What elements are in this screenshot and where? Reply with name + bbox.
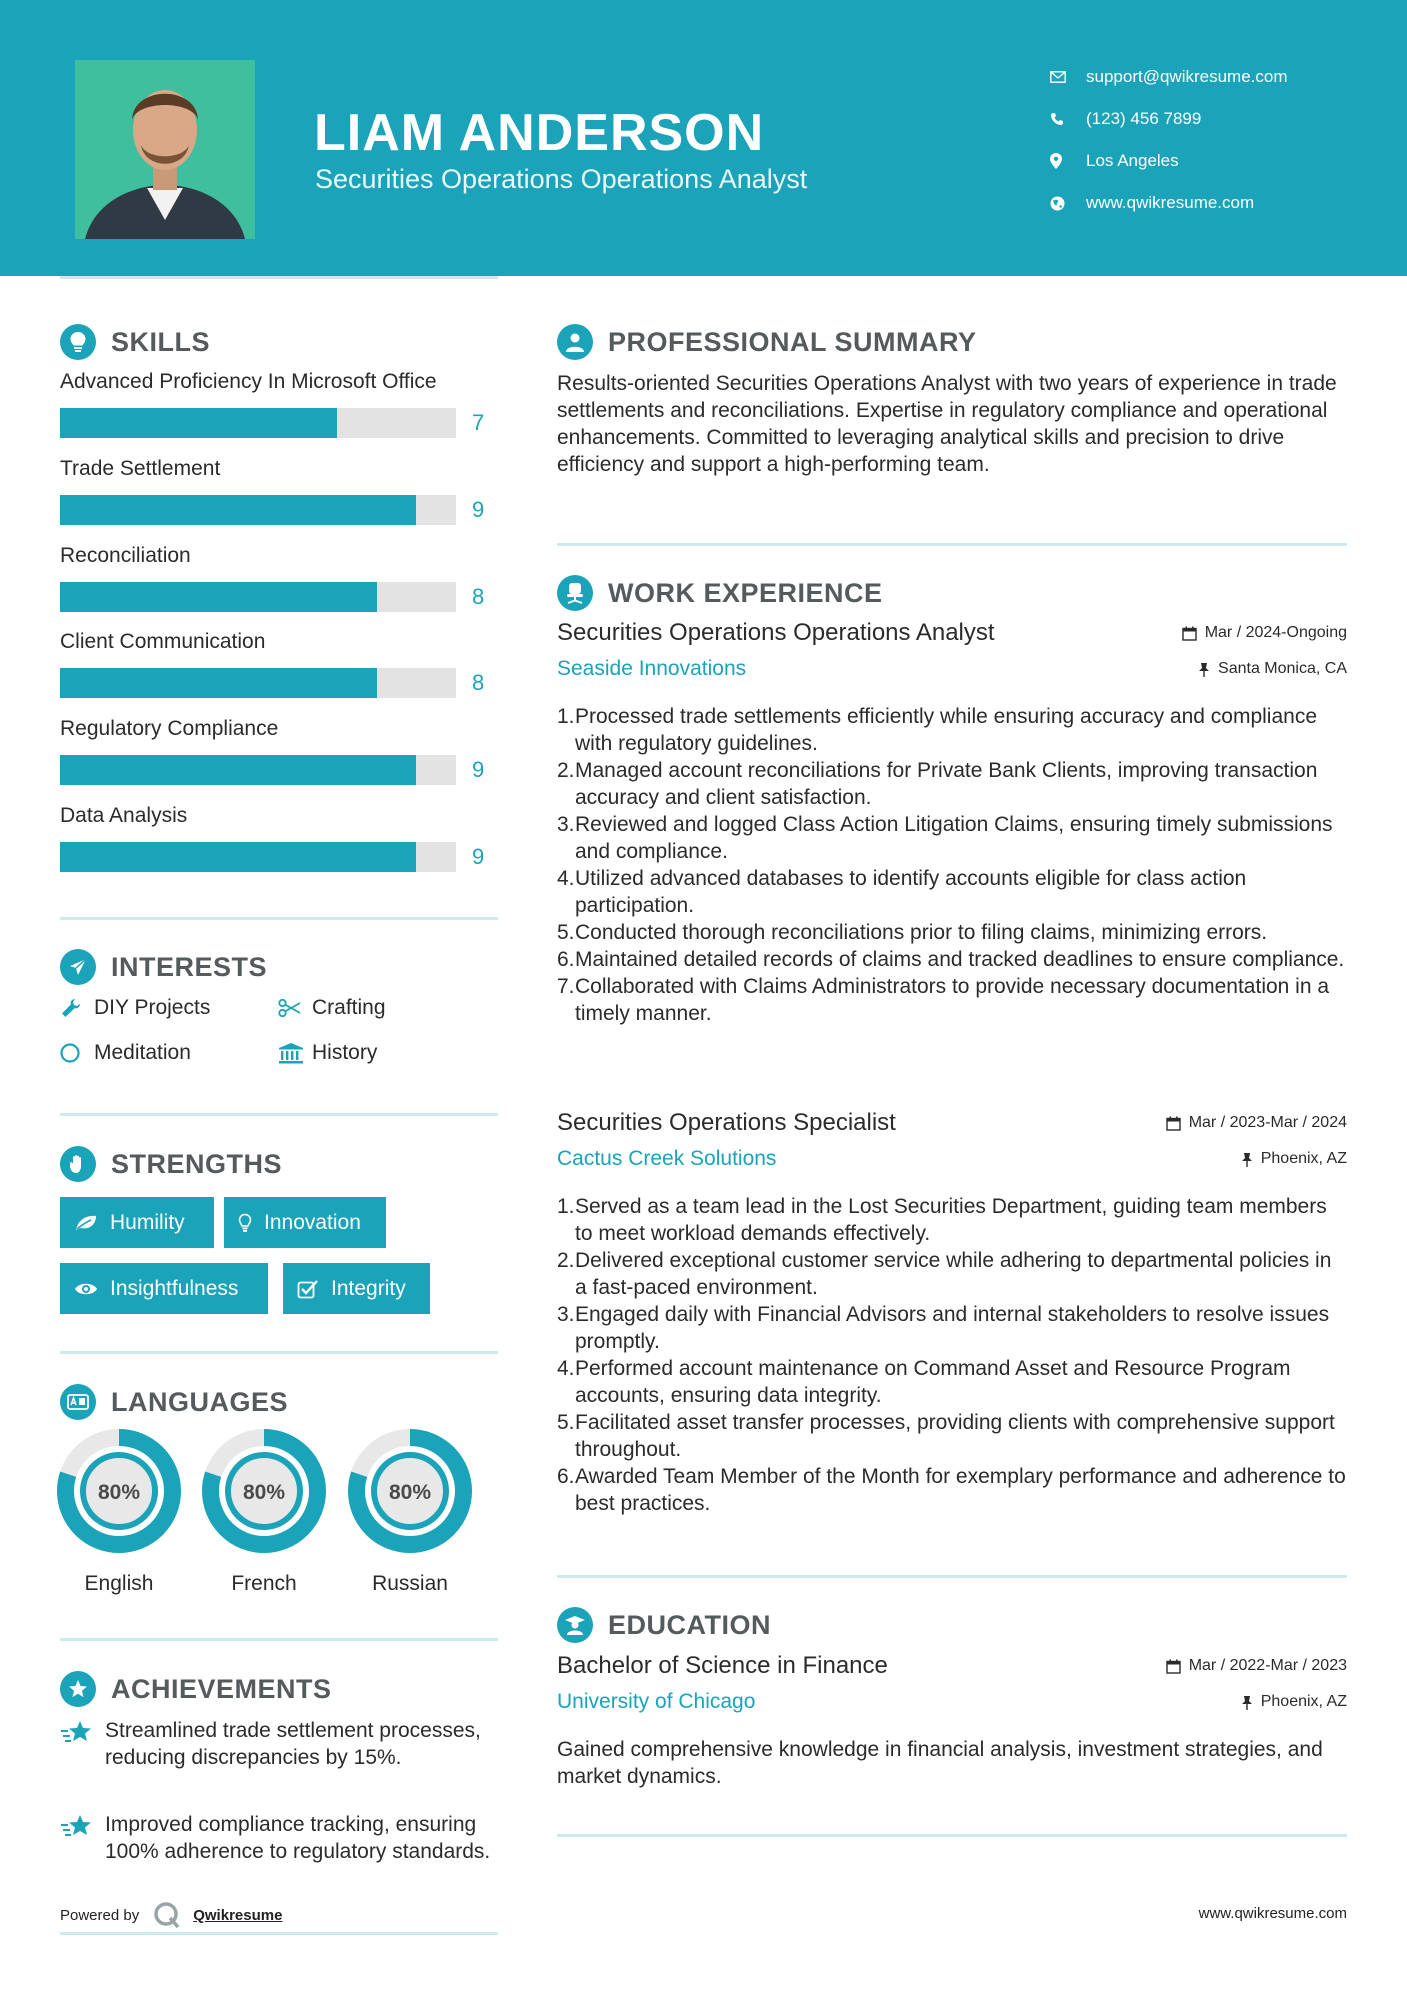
- skill-name: Regulatory Compliance: [60, 717, 279, 740]
- pushpin-icon: [1198, 662, 1210, 677]
- pushpin-icon: [1241, 1152, 1253, 1167]
- job-dates: [1166, 1114, 1347, 1132]
- summary-text: Results-oriented Securities Operations Analyst with two years of experience in trade settlements and reconciliations. Expertise in regulatory compliance and operational enhancements. Committed to leveraging analytical skills and precision to drive efficiency and support a high-performing team.: [557, 372, 1337, 476]
- skill-value: 9: [472, 497, 485, 522]
- achievement-item: [60, 1717, 500, 1771]
- candidate-name: LIAM ANDERSON: [314, 104, 765, 162]
- language-donut: [202, 1429, 326, 1553]
- job-dates-text: Mar / 2024-Ongoing: [1204, 624, 1347, 641]
- section-divider: [60, 917, 498, 920]
- footer-website[interactable]: www.qwikresume.com: [1198, 1905, 1347, 1922]
- section-divider: [60, 1638, 498, 1641]
- calendar-icon: [1166, 1659, 1181, 1674]
- language-percent: 80%: [97, 1481, 141, 1504]
- lightbulb-icon: [60, 324, 96, 360]
- job-company: Seaside Innovations: [557, 657, 747, 680]
- contact-website-text: www.qwikresume.com: [1086, 193, 1255, 212]
- list-item: 4. Utilized advanced databases to identify accounts eligible for class action participation.: [557, 867, 1247, 917]
- powered-by: [60, 1901, 282, 1929]
- list-item: 1. Processed trade settlements efficiently while ensuring accuracy and compliance with regulatory guidelines.: [557, 705, 1317, 755]
- education-dates-text: Mar / 2022-Mar / 2023: [1188, 1657, 1347, 1674]
- job-dates: [1182, 624, 1347, 642]
- skill-value: 9: [472, 757, 485, 782]
- strengths-heading: [60, 1146, 282, 1182]
- skill-item: [60, 630, 500, 698]
- list-item: 4. Performed account maintenance on Command Asset and Resource Program accounts, ensuring data integrity.: [557, 1357, 1291, 1407]
- job-location-text: Phoenix, AZ: [1260, 1150, 1347, 1167]
- job-bullets: [557, 703, 1347, 1027]
- skill-value: 8: [472, 670, 485, 695]
- envelope-icon: [1050, 71, 1086, 83]
- education-location: [1241, 1693, 1347, 1711]
- shooting-star-icon: [60, 1717, 105, 1771]
- job-dates-text: Mar / 2023-Mar / 2024: [1188, 1114, 1347, 1131]
- summary-title: PROFESSIONAL SUMMARY: [608, 326, 977, 357]
- skill-bar-fill: [60, 582, 377, 612]
- education-location-text: Phoenix, AZ: [1260, 1693, 1347, 1710]
- interest-item: [278, 1041, 377, 1065]
- achievements-title: ACHIEVEMENTS: [111, 1673, 332, 1704]
- job-location: [1241, 1150, 1347, 1168]
- skill-bar: [60, 668, 456, 698]
- degree-title: Bachelor of Science in Finance: [557, 1652, 888, 1679]
- graduate-icon: [557, 1607, 593, 1643]
- job-entry: [557, 619, 1347, 1027]
- job-location-text: Santa Monica, CA: [1218, 660, 1347, 677]
- skill-name: Advanced Proficiency In Microsoft Office: [60, 370, 437, 393]
- contact-phone-text: (123) 456 7899: [1086, 109, 1202, 128]
- languages-title: LANGUAGES: [111, 1386, 289, 1417]
- skills-heading: [60, 324, 210, 360]
- contact-website[interactable]: [1050, 182, 1380, 224]
- pushpin-icon: [1241, 1695, 1253, 1710]
- list-item: 1. Served as a team lead in the Lost Securities Department, guiding team members to meet workload demands effectively.: [557, 1195, 1327, 1245]
- section-divider: [60, 1113, 498, 1116]
- job-title: Securities Operations Specialist: [557, 1109, 896, 1136]
- skill-name: Data Analysis: [60, 804, 188, 827]
- education-description: Gained comprehensive knowledge in financial analysis, investment strategies, and market dynamics.: [557, 1738, 1323, 1788]
- interest-label: Crafting: [312, 996, 386, 1019]
- scissors-icon: [278, 999, 312, 1017]
- lightbulb-icon: [238, 1213, 252, 1233]
- calendar-icon: [1182, 626, 1197, 641]
- skill-bar: [60, 408, 456, 438]
- powered-by-label: Powered by: [60, 1906, 140, 1924]
- job-entry: [557, 1109, 1347, 1517]
- shooting-star-icon: [60, 1811, 105, 1865]
- skill-bar-fill: [60, 495, 416, 525]
- job-title: Securities Operations Operations Analyst: [557, 619, 995, 646]
- footer-divider: [60, 1932, 498, 1935]
- star-badge-icon: [60, 1671, 96, 1707]
- skill-item: [60, 717, 500, 785]
- contact-email[interactable]: [1050, 56, 1380, 98]
- skill-item: [60, 544, 500, 612]
- language-name: English: [84, 1572, 154, 1595]
- skill-item: [60, 457, 500, 525]
- resume-header: [0, 0, 1407, 276]
- paper-plane-icon: [60, 949, 96, 985]
- wrench-icon: [60, 997, 94, 1019]
- job-location: [1198, 660, 1347, 678]
- skills-title: SKILLS: [111, 326, 211, 357]
- skill-bar-fill: [60, 408, 337, 438]
- interest-label: DIY Projects: [94, 996, 211, 1019]
- brand-link[interactable]: Qwikresume: [193, 1906, 283, 1924]
- education-entry: [557, 1652, 1347, 1790]
- skill-bar: [60, 495, 456, 525]
- language-donut: [57, 1429, 181, 1553]
- list-item: 6. Awarded Team Member of the Month for exemplary performance and adherence to best practices.: [557, 1465, 1346, 1515]
- language-donut: [348, 1429, 472, 1553]
- language-card-icon: [60, 1384, 96, 1420]
- interests-heading: [60, 949, 267, 985]
- skill-bar: [60, 755, 456, 785]
- phone-icon: [1050, 112, 1086, 126]
- interests-title: INTERESTS: [111, 951, 268, 982]
- strength-label: Integrity: [331, 1276, 406, 1300]
- section-divider: [557, 1575, 1347, 1578]
- strengths-title: STRENGTHS: [111, 1148, 283, 1179]
- interest-item: [60, 996, 210, 1020]
- education-title: EDUCATION: [608, 1609, 771, 1640]
- interest-label: History: [312, 1041, 378, 1064]
- interest-label: Meditation: [94, 1041, 191, 1064]
- skill-item: [60, 804, 500, 872]
- section-divider: [557, 543, 1347, 546]
- skill-name: Reconciliation: [60, 544, 191, 567]
- language-name: Russian: [372, 1572, 448, 1595]
- experience-title: WORK EXPERIENCE: [608, 577, 883, 608]
- strength-tag: [60, 1263, 268, 1314]
- education-heading: [557, 1607, 771, 1643]
- language-item: [202, 1429, 326, 1596]
- languages-heading: [60, 1384, 288, 1420]
- interest-item: [278, 996, 386, 1020]
- strength-tag: [224, 1197, 386, 1248]
- achievement-item: [60, 1811, 500, 1865]
- museum-icon: [278, 1042, 312, 1064]
- section-divider: [557, 1834, 1347, 1837]
- contact-list: [1050, 56, 1380, 224]
- job-bullets: [557, 1193, 1347, 1517]
- experience-heading: [557, 575, 883, 611]
- list-item: 5. Facilitated asset transfer processes, providing clients with comprehensive support throughout.: [557, 1411, 1335, 1461]
- list-item: 5. Conducted thorough reconciliations prior to filing claims, minimizing errors.: [557, 921, 1268, 944]
- language-percent: 80%: [242, 1481, 286, 1504]
- skill-value: 9: [472, 844, 485, 869]
- strength-label: Insightfulness: [110, 1276, 239, 1300]
- education-dates: [1166, 1657, 1347, 1675]
- skill-name: Client Communication: [60, 630, 266, 653]
- language-item: [57, 1429, 181, 1596]
- job-company: Cactus Creek Solutions: [557, 1147, 777, 1170]
- list-item: 2. Delivered exceptional customer service while adhering to departmental policies in a fast-paced environment.: [557, 1249, 1332, 1299]
- strength-tag: [60, 1197, 214, 1248]
- strength-tag: [283, 1263, 430, 1314]
- skill-bar-fill: [60, 668, 377, 698]
- office-chair-icon: [557, 575, 593, 611]
- calendar-icon: [1166, 1116, 1181, 1131]
- leaf-icon: [74, 1214, 98, 1232]
- header-divider-left: [60, 276, 498, 279]
- map-pin-icon: [1050, 153, 1086, 169]
- skill-item: [60, 370, 500, 438]
- strength-label: Humility: [110, 1210, 185, 1234]
- skill-value: 8: [472, 584, 485, 609]
- language-percent: 80%: [388, 1481, 432, 1504]
- list-item: 7. Collaborated with Claims Administrators to provide necessary documentation in a timely manner.: [557, 975, 1330, 1025]
- list-item: 3. Engaged daily with Financial Advisors and internal stakeholders to resolve issues promptly.: [557, 1303, 1330, 1353]
- contact-location-text: Los Angeles: [1086, 151, 1179, 170]
- user-icon: [557, 324, 593, 360]
- language-name: French: [231, 1572, 297, 1595]
- contact-phone[interactable]: [1050, 98, 1380, 140]
- skill-bar-fill: [60, 842, 416, 872]
- summary-heading: [557, 324, 977, 360]
- skill-name: Trade Settlement: [60, 457, 221, 480]
- hand-icon: [60, 1146, 96, 1182]
- check-square-icon: [297, 1279, 319, 1299]
- achievements-heading: [60, 1671, 332, 1707]
- profile-photo: [75, 60, 255, 239]
- section-divider: [60, 1351, 498, 1354]
- list-item: 6. Maintained detailed records of claims and tracked deadlines to ensure compliance.: [557, 948, 1345, 971]
- contact-location: [1050, 140, 1380, 182]
- qwikresume-logo-icon: [153, 1901, 181, 1929]
- interest-item: [60, 1041, 191, 1065]
- language-item: [348, 1429, 472, 1596]
- achievement-text: Streamlined trade settlement processes, reducing discrepancies by 15%.: [105, 1719, 481, 1769]
- achievement-text: Improved compliance tracking, ensuring 100% adherence to regulatory standards.: [105, 1813, 491, 1863]
- contact-email-text: support@qwikresume.com: [1086, 67, 1288, 86]
- skill-bar: [60, 842, 456, 872]
- skill-bar: [60, 582, 456, 612]
- skill-value: 7: [472, 410, 485, 435]
- skill-bar-fill: [60, 755, 416, 785]
- circle-icon: [60, 1042, 94, 1064]
- school-name: University of Chicago: [557, 1690, 756, 1713]
- list-item: 3. Reviewed and logged Class Action Litigation Claims, ensuring timely submissions and compliance.: [557, 813, 1333, 863]
- globe-icon: [1050, 196, 1086, 211]
- eye-icon: [74, 1281, 98, 1297]
- candidate-title: Securities Operations Operations Analyst: [315, 164, 808, 194]
- strength-label: Innovation: [264, 1210, 361, 1234]
- list-item: 2. Managed account reconciliations for Private Bank Clients, improving transaction accuracy and client satisfaction.: [557, 759, 1318, 809]
